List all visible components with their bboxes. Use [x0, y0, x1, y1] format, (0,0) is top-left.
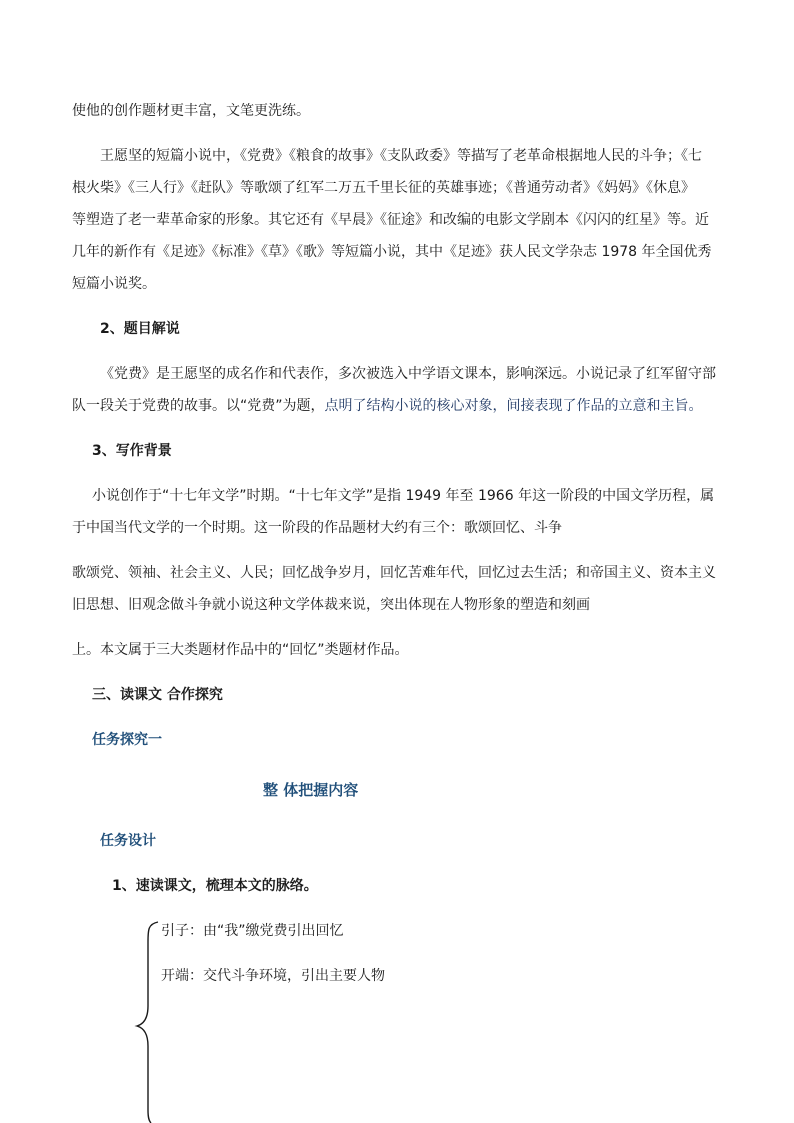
paragraph-line: 于中国当代文学的一个时期。这一阶段的作品题材大约有三个：歌颂回忆、斗争	[72, 520, 562, 536]
section-heading: 2、题目解说	[100, 321, 180, 337]
paragraph-line: 几年的新作有《足迹》《标准》《草》《歌》等短篇小说，其中《足迹》获人民文学杂志 1978 年全国优秀	[72, 244, 712, 260]
paragraph-line: 使他的创作题材更丰富，文笔更洗练。	[72, 103, 310, 119]
section-heading: 3、写作背景	[92, 443, 172, 459]
paragraph-line: 短篇小说奖。	[72, 276, 156, 292]
curly-brace-icon	[134, 920, 162, 1123]
task-label: 任务探究一	[92, 732, 162, 748]
paragraph-line: 等塑造了老一辈革命家的形象。其它还有《早晨》《征途》和改编的电影文学剧本《闪闪的红星》等。近	[72, 212, 709, 228]
paragraph-line	[72, 396, 703, 416]
paragraph-fragment: 队一段关于党费的故事。以“党费”为题，	[72, 398, 325, 414]
paragraph-line: 上。本文属于三大类题材作品中的“回忆”类题材作品。	[72, 642, 409, 658]
design-label: 任务设计	[100, 833, 156, 849]
paragraph-line: 《党费》是王愿坚的成名作和代表作，多次被选入中学语文课本，影响深远。小说记录了红军留守部	[100, 366, 716, 382]
outline-item: 开端：交代斗争环境，引出主要人物	[161, 968, 385, 984]
task-title: 整 体把握内容	[263, 781, 359, 799]
paragraph-line: 根火柴》《三人行》《赶队》等歌颂了红军二万五千里长征的英雄事迹；《普通劳动者》《妈妈》《休息》	[72, 180, 695, 196]
section-heading: 三、读课文 合作探究	[92, 687, 223, 703]
paragraph-fragment: 点明了结构小说的核心对象，间接表现了作品的立意和主旨。	[324, 398, 703, 414]
paragraph-line: 小说创作于“十七年文学”时期。“十七年文学”是指 1949 年至 1966 年这一阶段的中国文学历程，属	[92, 488, 715, 504]
paragraph-line: 王愿坚的短篇小说中，《党费》《粮食的故事》《支队政委》等描写了老革命根据地人民的斗争；《七	[100, 148, 702, 164]
paragraph-line: 歌颂党、领袖、社会主义、人民；回忆战争岁月，回忆苦难年代，回忆过去生活；和帝国主义、资本主义	[72, 565, 716, 581]
outline-item: 引子：由“我”缴党费引出回忆	[161, 923, 344, 939]
task-item: 1、速读课文，梳理本文的脉络。	[112, 878, 318, 894]
paragraph-line: 旧思想、旧观念做斗争就小说这种文学体裁来说，突出体现在人物形象的塑造和刻画	[72, 597, 590, 613]
